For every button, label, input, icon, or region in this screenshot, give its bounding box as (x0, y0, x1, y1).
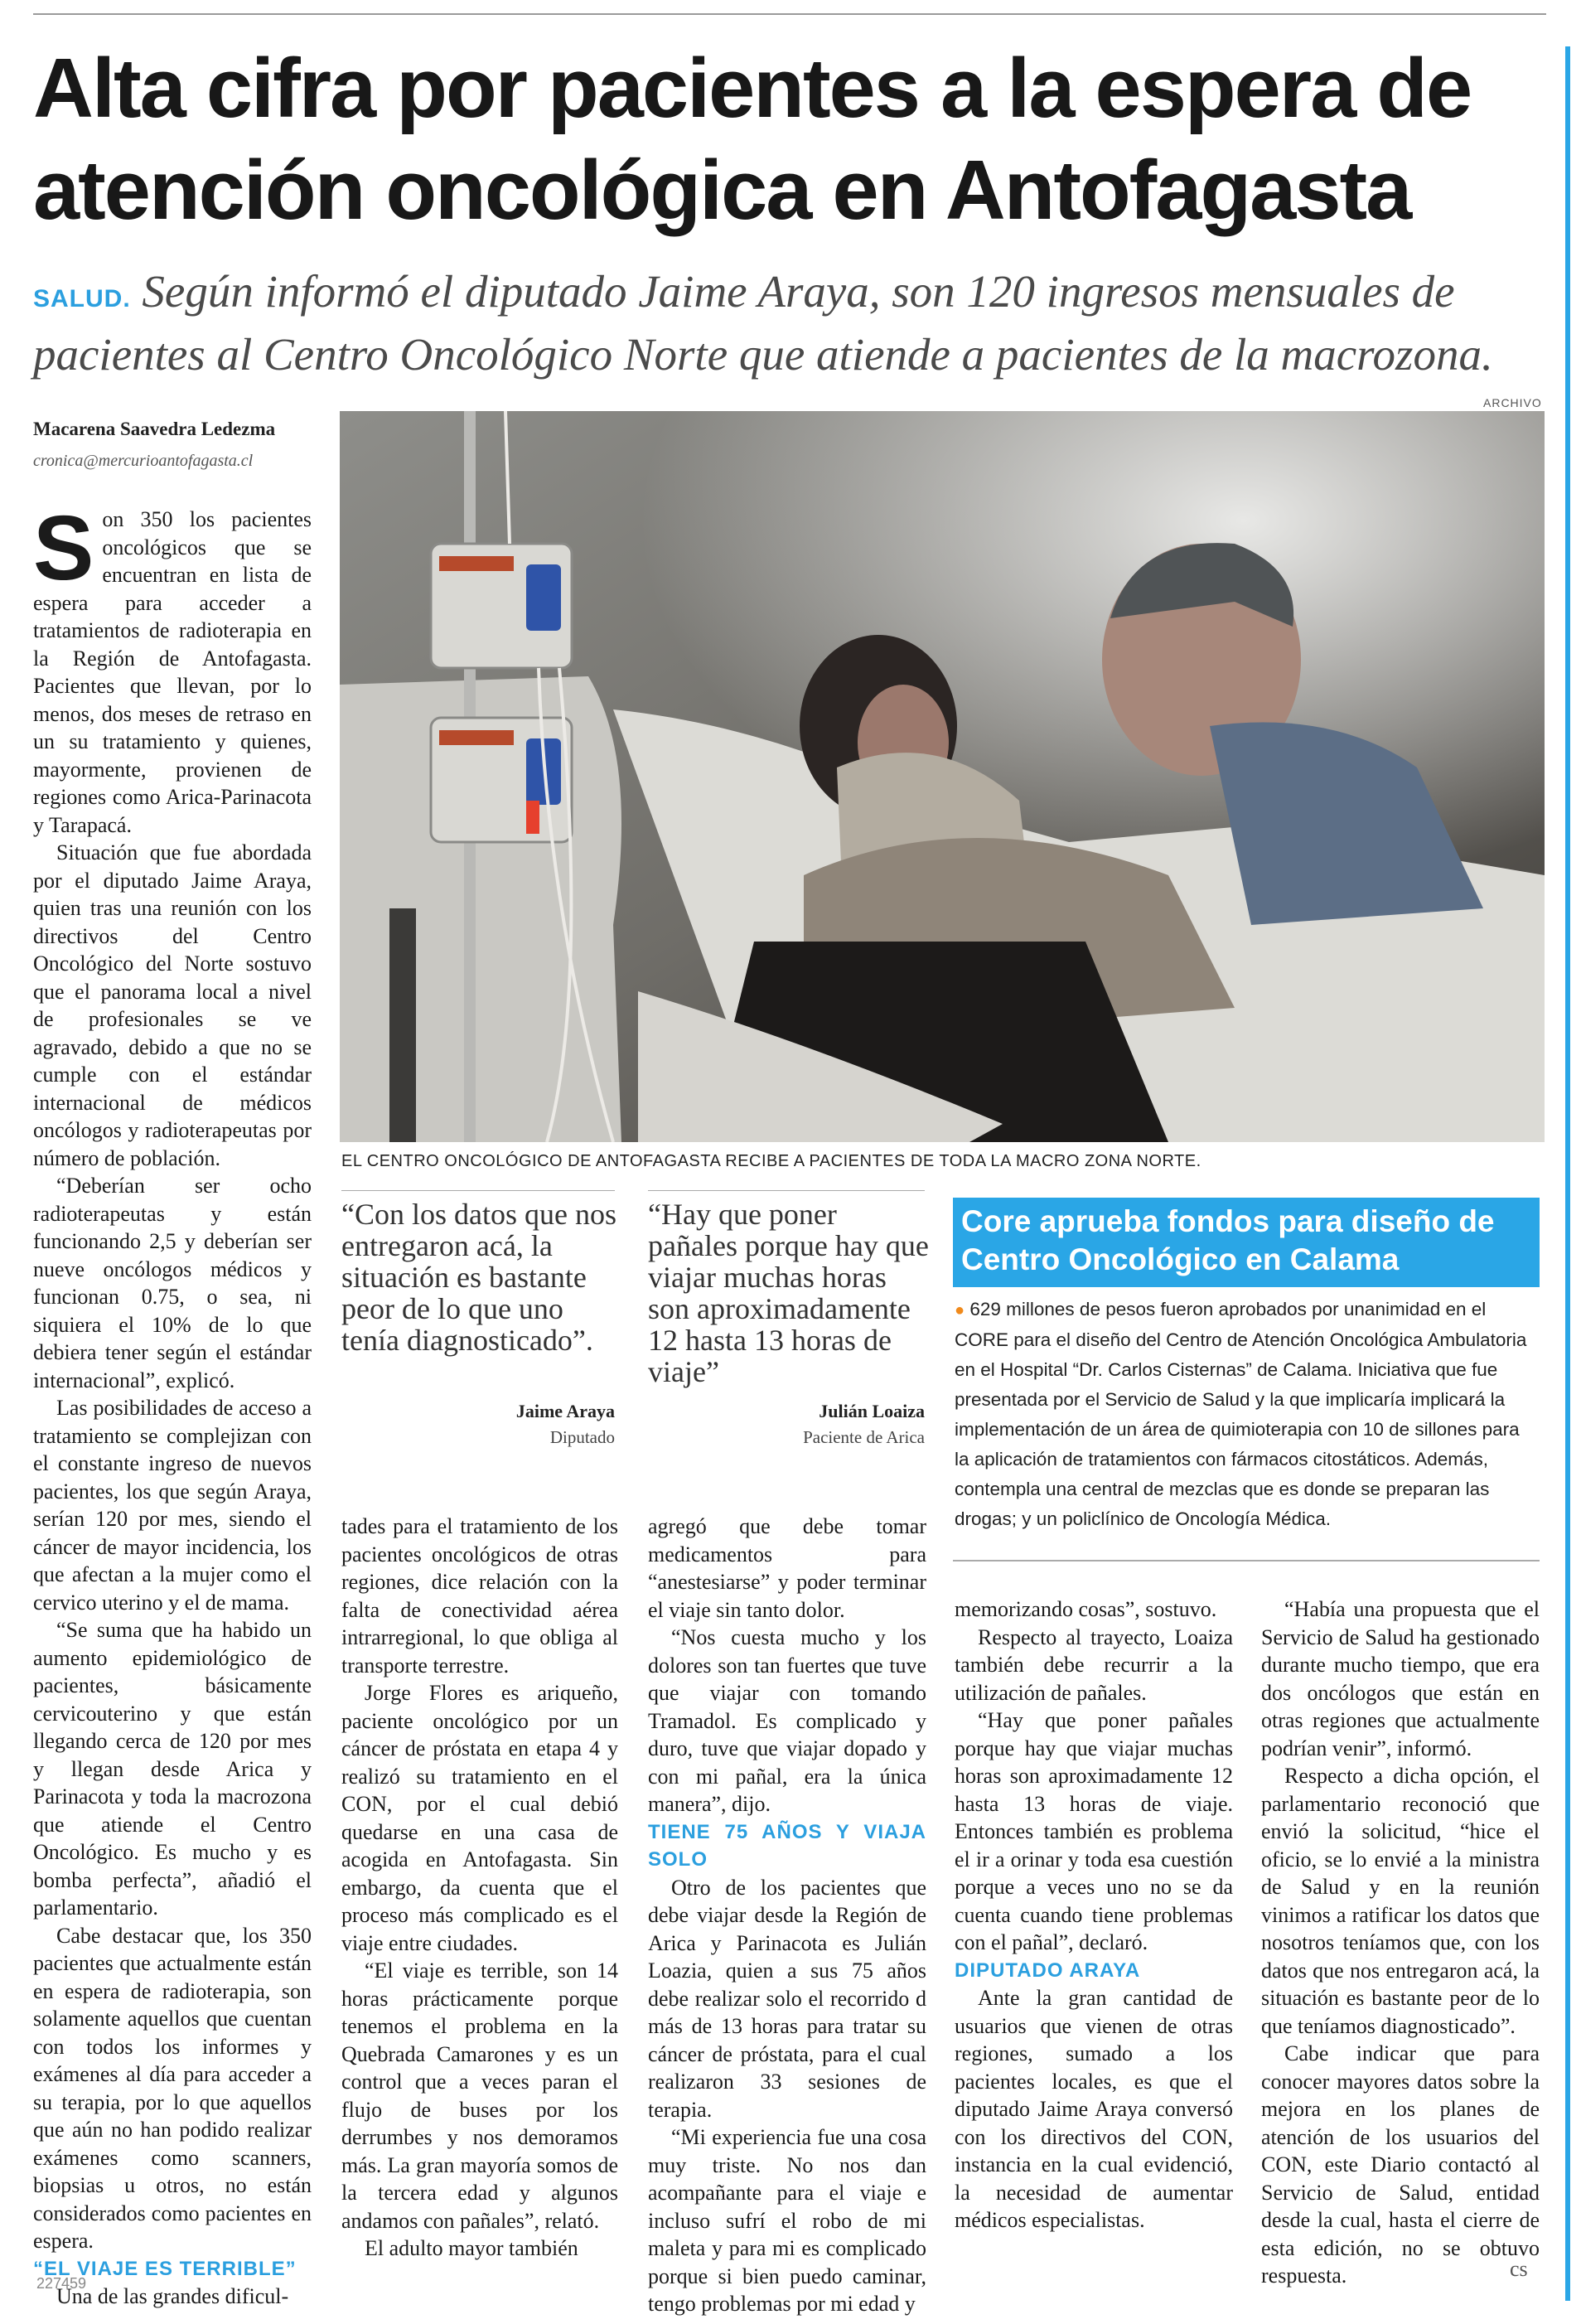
pull-quote-araya-role: Diputado (549, 1427, 615, 1447)
subhead-tiene-75: TIENE 75 AÑOS Y VIAJA SOLO (648, 1820, 926, 1871)
subhead-diputado-araya: DIPUTADO ARAYA (955, 1958, 1141, 1982)
headline-line-2: atención oncológica en Antofagasta (33, 144, 1411, 237)
paragraph: “El viaje es terrible, son 14 horas prácticamente porque tenemos el problema en la Quebrada Camarones y es un control que a veces paran el flujo de buses por los derrumbes y nos demoramos más. La gran mayoría somos de la tercera edad y algunos andamos con pañales”, relató. (341, 1958, 618, 2233)
paragraph: “Nos cuesta mucho y los dolores son tan fuertes que tuve que viajar con tomando Tramadol. Es complicado y duro, tuve que viajar dopado y con mi pañal, era la única manera”, dijo. (648, 1625, 926, 1816)
end-mark: cs (1510, 2257, 1528, 2281)
article-photo (340, 411, 1545, 1142)
paragraph: “Deberían ser ocho radioterapeutas y están funcionando 2,5 y deberían ser nueve oncólogos médicos y funcionan 0.75, o sea, ni siquiera el 10% de lo que debiera tener según el estándar internacional”, explicó. (33, 1174, 312, 1392)
paragraph: “Se suma que ha habido un aumento epidemiológico de pacientes, básicamente cervicouterino y que están llegando cerca de 120 por mes y llegan desde Arica y Parinacota y toda la macrozona que atiende el Centro Oncológico. Es mucho y es bomba perfecta”, añadió el parlamentario. (33, 1618, 312, 1920)
column-3 (648, 1513, 926, 2318)
paragraph: tades para el tratamiento de los pacientes oncológicos de otras regiones, dice relación con la falta de conectividad aérea intrarregional, lo que obliga al transporte terrestre. (341, 1514, 618, 1678)
paragraph: Jorge Flores es ariqueño, paciente oncológico por un cáncer de próstata en etapa 4 y realizó su tratamiento en el CON, por el cual debió quedarse en una casa de acogida en Antofagasta. Sin embargo, da cuenta que el proceso más complicado es el viaje entre ciudades. (341, 1681, 618, 1955)
pull-quote-loaiza-name: Julián Loaiza (819, 1401, 925, 1421)
headline (33, 38, 1541, 242)
paragraph: agregó que debe tomar medicamentos para “anestesiarse” y poder terminar el viaje sin tanto dolor. (648, 1514, 926, 1622)
sidebar-rule (953, 1560, 1540, 1561)
sidebar-title: Core aprueba fondos para diseño de Centro Oncológico en Calama (953, 1198, 1540, 1287)
paragraph: Cabe indicar que para conocer mayores datos sobre la mejora en los planes de atención de los usuarios del CON, este Diario contactó al Servicio de Salud, entidad desde la cual, hasta el cierre de esta edición, no se obtuvo respuesta. (1261, 2041, 1540, 2288)
column-4 (955, 1595, 1233, 2234)
subhead-el-viaje: “EL VIAJE ES TERRIBLE” (33, 2257, 297, 2280)
photo-credit: ARCHIVO (1483, 396, 1542, 409)
quote-rule (648, 1190, 925, 1191)
headline-line-1: Alta cifra por pacientes a la espera de (33, 42, 1472, 135)
paragraph: memorizando cosas”, sostuvo. (955, 1597, 1217, 1621)
lead-paragraph: Son 350 los pacientes oncológicos que se encuentran en lista de espera para acceder a tratamientos de radioterapia en la Región de Antofagasta. Pacientes que llevan, por lo menos, dos meses de retraso en un su tratamiento y quienes, mayormente, provienen de regiones como Arica-Parinacota y Tarapacá. (33, 497, 312, 837)
paragraph: El adulto mayor también (365, 2236, 578, 2260)
photo-illustration (340, 411, 1545, 1142)
paragraph: “Hay que poner pañales porque hay que viajar muchas horas son aproximadamente 12 hasta 13 horas de viaje. Entonces también es problema el ir a orinar y toda esa cuestión porque a veces uno no se da cuenta cuando tiene problemas con el pañal”, declaró. (955, 1708, 1233, 1954)
deck-text: Según informó el diputado Jaime Araya, son 120 ingresos mensuales de pacientes al Centro Oncológico Norte que atiende a pacientes de la macrozona. (33, 266, 1493, 380)
bullet-icon: ● (955, 1301, 965, 1319)
paragraph: Respecto al trayecto, Loaiza también debe recurrir a la utilización de pañales. (955, 1624, 1233, 1705)
column-5 (1261, 1595, 1540, 2290)
deck (33, 264, 1550, 382)
section-kicker: SALUD. (33, 285, 131, 312)
drop-cap: S (33, 497, 94, 599)
paragraph: Otro de los pacientes que debe viajar desde la Región de Arica y Parinacota es Julián Loazia, quien a sus 75 años debe realizar solo el recorrido d más de 13 horas para tratar su cáncer de próstata, para el cual realizaron 33 sesiones de terapia. (648, 1875, 926, 2122)
top-rule (33, 13, 1546, 15)
paragraph: “Mi experiencia fue una cosa muy triste. No nos dan acompañante para el viaje e incluso sufrí el robo de mi maleta y para mi es complicado porque si bien puedo caminar, tengo problemas por mi edad y (648, 2125, 926, 2316)
pull-quote-araya: “Con los datos que nos entregaron acá, la situación es bastante peor de lo que uno tenía diagnosticado”. (341, 1198, 616, 1357)
column-1 (33, 497, 312, 2311)
paragraph: Situación que fue abordada por el diputado Jaime Araya, quien tras una reunión con los directivos del Centro Oncológico del Norte sostuvo que el panorama local a nivel de profesionales se ve agravado, debido a que no se cumple con el estándar internacional de médicos oncólogos y radioterapeutas por número de población. (33, 840, 312, 1170)
paragraph: Una de las grandes dificul- (56, 2284, 289, 2308)
paragraph: “Había una propuesta que el Servicio de Salud ha gestionado durante mucho tiempo, que era dos oncólogos que están en otras regiones que actualmente podrían venir”, informó. (1261, 1597, 1540, 1760)
pull-quote-loaiza: “Hay que poner pañales porque hay que viajar muchas horas son aproximadamente 12 hasta 13 horas de viaje” (648, 1198, 929, 1388)
author-name: Macarena Saavedra Ledezma (33, 419, 276, 439)
photo-caption: EL CENTRO ONCOLÓGICO DE ANTOFAGASTA RECIBE A PACIENTES DE TODA LA MACRO ZONA NORTE. (341, 1152, 1201, 1170)
sidebar-text: 629 millones de pesos fueron aprobados por unanimidad en el CORE para el diseño del Centro de Atención Oncológica Ambulatoria en el Hospital “Dr. Carlos Cisternas” de Calama. Iniciativa que fue presentada por el Servicio de Salud y la que implicaría implicará la implementación de un área de quimioterapia con 10 de sillones para la aplicación de tratamientos con fármacos citostáticos. Además, contempla una central de mezclas que es donde se preparan las drogas; y un policlínico de Oncología Médica. (955, 1299, 1527, 1529)
author-email[interactable]: cronica@mercurioantofagasta.cl (33, 452, 254, 470)
byline (33, 419, 323, 471)
right-accent-rule (1565, 46, 1570, 2301)
sidebar-body (955, 1295, 1535, 1534)
paragraph: Ante la gran cantidad de usuarios que vienen de otras regiones, sumado a los pacientes locales, es que el diputado Jaime Araya conversó con los directivos del CON, instancia en la cual evidenció, la necesidad de aumentar médicos especialistas. (955, 1986, 1233, 2232)
paragraph: Respecto a dicha opción, el parlamentario reconoció que envió la solicitud, “hice el oficio, se lo envié a la ministra de Salud y en la reunión vinimos a ratificar los datos que nosotros teníamos que, con los datos que nos entregaron acá, la situación es bastante peor de lo que teníamos diagnosticado”. (1261, 1764, 1540, 2038)
column-2 (341, 1513, 618, 2263)
pull-quote-araya-name: Jaime Araya (515, 1401, 615, 1421)
quote-rule (341, 1190, 615, 1191)
archive-stamp: 227459 (36, 2275, 87, 2292)
pull-quote-loaiza-role: Paciente de Arica (803, 1427, 925, 1447)
paragraph: Las posibilidades de acceso a tratamiento se complejizan con el constante ingreso de nuevos pacientes, los que según Araya, serían 120 por mes, siendo el cáncer de mayor incidencia, los que afectan a la mujer como el cervico uterino y el de mama. (33, 1396, 312, 1615)
paragraph: Cabe destacar que, los 350 pacientes que actualmente están en espera de radioterapia, son solamente aquellos que cuentan con todos los informes y exámenes al día para acceder a su terapia, por lo que aquellos que aún no han podido realizar exámenes como scanners, biopsias u otros, no están considerados como pacientes en espera. (33, 1923, 312, 2253)
